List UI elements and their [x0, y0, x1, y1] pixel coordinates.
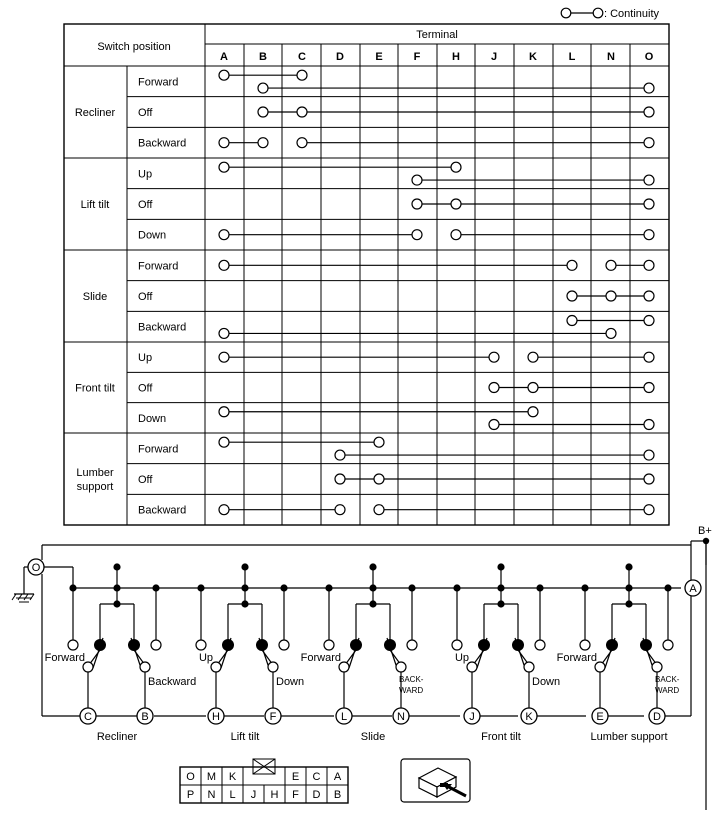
terminal-point [374, 505, 384, 515]
terminal-point [219, 260, 229, 270]
terminal-point [258, 83, 268, 93]
terminal-a-label: A [689, 583, 697, 595]
switch-right-position-label: Down [276, 676, 305, 688]
contact-point [68, 640, 78, 650]
contact-point [580, 640, 590, 650]
terminal-header: Terminal [416, 29, 458, 41]
terminal-point [219, 437, 229, 447]
contact-point [324, 640, 334, 650]
terminal-f-label: F [269, 711, 277, 723]
terminal-column-o: O [644, 51, 654, 63]
group-label: Recliner [74, 107, 116, 119]
terminal-point [528, 352, 538, 362]
terminal-point [335, 474, 345, 484]
moving-contact [222, 639, 234, 651]
continuity-link [412, 199, 654, 209]
terminal-point [606, 260, 616, 270]
contact-point [279, 640, 289, 650]
connector-pin-j: J [250, 789, 257, 801]
terminal-e-label: E [596, 711, 604, 723]
terminal-column-j: J [490, 51, 498, 63]
terminal-point [219, 407, 229, 417]
power-label: B+ [698, 525, 712, 537]
terminal-point [606, 291, 616, 301]
terminal-point [606, 328, 616, 338]
switch-name-label: Front tilt [481, 731, 521, 743]
continuity-legend [561, 8, 659, 20]
terminal-k-label: K [525, 711, 533, 723]
terminal-point [451, 230, 461, 240]
row-label: Off [138, 199, 153, 211]
group-label: support [76, 481, 114, 493]
row-label: Forward [138, 443, 179, 456]
terminal-point [258, 138, 268, 148]
switch-name-label: Recliner [96, 731, 138, 743]
table-body [75, 51, 654, 517]
contact-point [268, 662, 278, 672]
connector-pin-k: K [228, 771, 237, 783]
continuity-link [335, 474, 654, 484]
legend-label: : Continuity [604, 8, 660, 20]
row-label: Forward [138, 260, 179, 273]
terminal-column-c: C [298, 51, 306, 63]
continuity-link [567, 316, 654, 326]
terminal-point [219, 328, 229, 338]
continuity-link [335, 450, 654, 460]
terminal-point [335, 450, 345, 460]
terminal-point [219, 352, 229, 362]
terminal-d-label: D [653, 711, 661, 723]
terminal-column-n: N [607, 51, 615, 63]
terminal-point [374, 437, 384, 447]
table-grid [127, 44, 669, 525]
connector-pin-e: E [291, 771, 300, 783]
switch-right-position-label: Down [532, 676, 561, 688]
terminal-point [644, 505, 654, 515]
terminal-column-d: D [336, 51, 344, 63]
contact-point [535, 640, 545, 650]
continuity-link [258, 83, 654, 93]
junction-dot [625, 584, 632, 591]
row-label: Backward [138, 504, 187, 517]
contact-point [151, 640, 161, 650]
terminal-point [567, 260, 577, 270]
switch-left-position-label: Up [198, 652, 213, 664]
switch-left-position-label: Forward [556, 652, 597, 664]
terminal-point [644, 474, 654, 484]
terminal-column-a: A [220, 51, 228, 63]
row-label: Off [138, 107, 153, 119]
terminal-c-label: C [84, 711, 92, 723]
terminal-o-label: O [31, 562, 41, 574]
connector-pin-d: D [312, 789, 321, 801]
terminal-point [567, 316, 577, 326]
switch-position-header: Switch position [97, 41, 171, 53]
terminal-point [644, 230, 654, 240]
moving-contact [94, 639, 106, 651]
terminal-point [219, 162, 229, 172]
switch-right-position-label: WARD [399, 686, 424, 695]
row-label: Backward [138, 137, 187, 150]
terminal-point [644, 83, 654, 93]
terminal-point [644, 316, 654, 326]
contact-point [652, 662, 662, 672]
terminal-point [335, 505, 345, 515]
terminal-point [219, 505, 229, 515]
row-label: Forward [138, 76, 179, 89]
terminal-l-label: L [340, 711, 348, 723]
moving-contact [512, 639, 524, 651]
terminal-point [644, 175, 654, 185]
connector-pin-b: B [333, 789, 342, 801]
switch-name-label: Lumber support [590, 731, 668, 743]
terminal-point [489, 420, 499, 430]
group-label: Lift tilt [80, 199, 110, 211]
contact-point [663, 640, 673, 650]
terminal-point [451, 162, 461, 172]
moving-contact [606, 639, 618, 651]
terminal-point [644, 260, 654, 270]
terminal-column-e: E [375, 51, 383, 63]
terminal-b-label: B [141, 711, 149, 723]
continuity-link [567, 291, 654, 301]
contact-point [396, 662, 406, 672]
terminal-point [297, 70, 307, 80]
terminal-point [567, 291, 577, 301]
terminal-point [644, 383, 654, 393]
moving-contact [478, 639, 490, 651]
terminal-point [644, 107, 654, 117]
terminal-point [258, 107, 268, 117]
terminal-point [374, 474, 384, 484]
group-label: Lumber [76, 467, 114, 479]
terminal-column-h: H [452, 51, 460, 63]
connector-pin-m: M [206, 771, 217, 783]
switch-right-position-label: BACK- [399, 675, 424, 684]
row-label: Backward [138, 321, 187, 334]
terminal-point [297, 138, 307, 148]
continuity-link [258, 107, 654, 117]
terminal-point [219, 70, 229, 80]
switch-left-position-label: Forward [44, 652, 85, 664]
terminal-point [644, 450, 654, 460]
connector-pin-l: L [229, 789, 236, 801]
row-label: Up [138, 352, 153, 365]
terminal-point [412, 230, 422, 240]
terminal-point [644, 352, 654, 362]
contact-point [196, 640, 206, 650]
terminal-column-b: B [259, 51, 267, 63]
switch-name-label: Slide [360, 731, 386, 743]
terminal-h-label: H [212, 711, 220, 723]
connector-pin-p: P [186, 789, 195, 801]
connector-pin-o: O [186, 771, 195, 783]
junction-dot [113, 584, 120, 591]
terminal-point [219, 138, 229, 148]
moving-contact [384, 639, 396, 651]
terminal-n-label: N [397, 711, 405, 723]
terminal-point [644, 138, 654, 148]
switch-left-position-label: Forward [300, 652, 341, 664]
contact-point [407, 640, 417, 650]
switch-left-position-label: Up [454, 652, 469, 664]
terminal-point [219, 230, 229, 240]
switch-right-position-label: Backward [148, 676, 197, 688]
connector-face [180, 759, 348, 803]
switch-right-position-label: BACK- [655, 675, 680, 684]
terminal-point [489, 352, 499, 362]
moving-contact [640, 639, 652, 651]
contact-point [452, 640, 462, 650]
terminal-column-f: F [413, 51, 421, 63]
circuit-diagram [12, 525, 712, 810]
terminal-column-k: K [529, 51, 537, 63]
moving-contact [256, 639, 268, 651]
switch-right-position-label: WARD [655, 686, 680, 695]
connector-pin-c: C [312, 771, 321, 783]
group-label: Front tilt [75, 382, 115, 395]
terminal-point [644, 291, 654, 301]
terminal-point [644, 420, 654, 430]
terminal-point [489, 383, 499, 393]
terminal-point [528, 407, 538, 417]
switch-name-label: Lift tilt [230, 731, 260, 743]
continuity-link [219, 407, 538, 417]
connector-pin-n: N [207, 789, 216, 801]
connector-pin-a: A [333, 771, 342, 783]
junction-dot [497, 584, 504, 591]
moving-contact [128, 639, 140, 651]
connector-pin-h: H [270, 789, 279, 801]
junction-dot [369, 584, 376, 591]
terminal-point [528, 383, 538, 393]
connector-pin-f: F [292, 789, 299, 801]
terminal-point [412, 175, 422, 185]
group-label: Slide [82, 291, 108, 303]
moving-contact [350, 639, 362, 651]
connector-view-icon [401, 759, 470, 802]
terminal-point [412, 199, 422, 209]
continuity-link [219, 328, 616, 338]
continuity-link [412, 175, 654, 185]
junction-dot [241, 584, 248, 591]
contact-point [140, 662, 150, 672]
row-label: Down [138, 412, 167, 425]
contact-point [524, 662, 534, 672]
terminal-point [451, 199, 461, 209]
terminal-column-l: L [568, 51, 576, 63]
row-label: Down [138, 229, 167, 242]
row-label: Off [138, 382, 153, 395]
row-label: Off [138, 474, 153, 486]
continuity-link [219, 162, 461, 172]
row-label: Up [138, 168, 153, 181]
terminal-j-label: J [469, 711, 475, 723]
terminal-point [297, 107, 307, 117]
continuity-link [219, 352, 499, 362]
continuity-link [219, 70, 307, 80]
row-label: Off [138, 291, 153, 303]
terminal-point [644, 199, 654, 209]
